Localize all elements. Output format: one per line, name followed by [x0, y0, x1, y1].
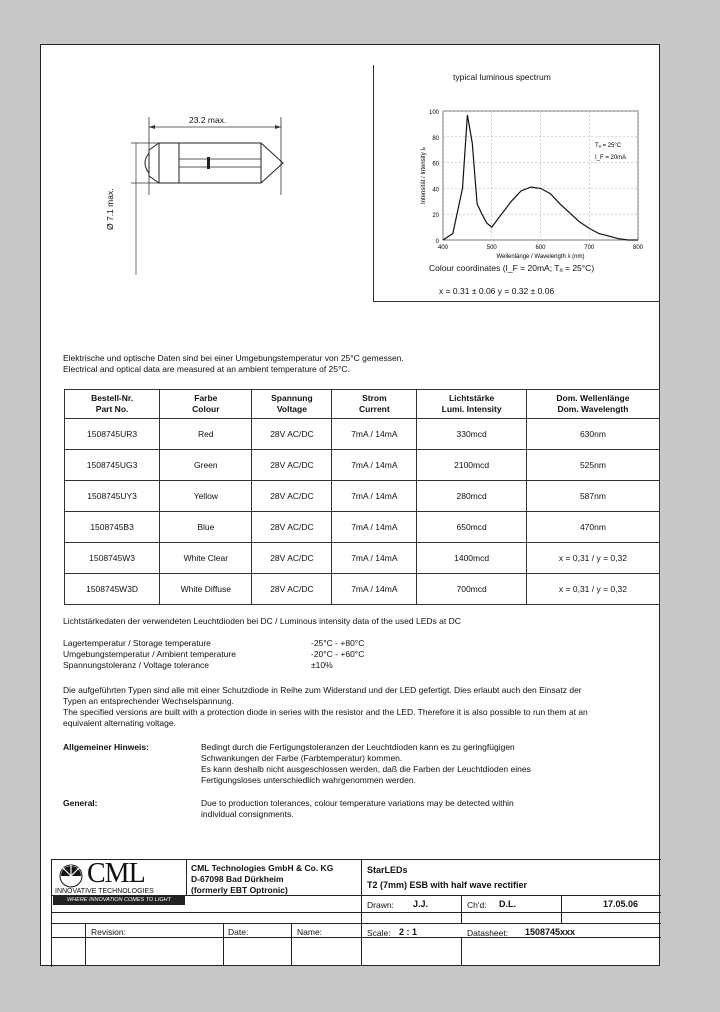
sunburst-logo-icon: [55, 862, 87, 890]
colour-coord-values: x = 0.31 ± 0.06 y = 0.32 ± 0.06: [439, 286, 555, 296]
column-header-line: Bestell-Nr.: [91, 393, 134, 403]
table-cell: 28V AC/DC: [252, 512, 332, 543]
date-label: Date:: [228, 927, 249, 937]
hinweis-line: Schwankungen der Farbe (Farbtemperatur) kommen.: [201, 753, 403, 763]
table-row: [65, 574, 660, 605]
conditions-de: Elektrische und optische Daten sind bei einer Umgebungstemperatur von 25°C gemessen.: [63, 353, 404, 363]
company-name: CML Technologies GmbH & Co. KG: [191, 863, 334, 873]
lamp-drawing: [101, 105, 301, 275]
column-header-line: Strom: [362, 393, 387, 403]
hinweis-text: [201, 742, 531, 786]
table-cell: 587nm: [526, 481, 659, 512]
rating-value: ±10%: [311, 660, 333, 670]
column-header-line: Lichtstärke: [448, 393, 495, 403]
company-address: D-67098 Bad Dürkheim: [191, 874, 284, 884]
table-cell: 7mA / 14mA: [332, 574, 417, 605]
logo-sub: INNOVATIVE TECHNOLOGIES: [55, 888, 154, 895]
spectrum-line: [443, 115, 638, 240]
table-row: [65, 419, 660, 450]
x-tick-label: 600: [535, 245, 546, 251]
y-axis-label: Intensität / Intensity Iᵥ: [421, 147, 427, 204]
legend-if: I_F = 20mA: [595, 155, 627, 161]
table-cell: Green: [160, 450, 252, 481]
note-line: Die aufgeführten Typen sind alle mit einer Schutzdiode in Reihe zum Widerstand und der LED gefertigt. Dies erlaubt auch den Einsatz der: [63, 685, 582, 695]
column-header-line: Lumi. Intensity: [441, 404, 502, 414]
table-cell: White Diffuse: [160, 574, 252, 605]
table-cell: 1508745B3: [65, 512, 160, 543]
table-cell: 1508745UR3: [65, 419, 160, 450]
table-cell: 7mA / 14mA: [332, 419, 417, 450]
datasheet-value: 1508745xxx: [525, 927, 576, 937]
name-label: Name:: [297, 927, 323, 937]
x-tick-label: 400: [437, 245, 449, 251]
diameter-dimension: Ø 7.1 max.: [105, 188, 115, 230]
table-cell: 280mcd: [417, 481, 527, 512]
column-header-line: Farbe: [194, 393, 218, 403]
note-line: The specified versions are built with a protection diode in series with the resistor and the LED. Therefore it is also possible to run them at an: [63, 707, 588, 717]
table-cell: 28V AC/DC: [252, 481, 332, 512]
product-title: T2 (7mm) ESB with half wave rectifier: [367, 880, 528, 890]
length-dimension: 23.2 max.: [189, 115, 227, 125]
table-cell: 1508745W3D: [65, 574, 160, 605]
table-cell: 650mcd: [417, 512, 527, 543]
x-axis-label: Wellenlänge / Wavelength λ (nm): [496, 254, 585, 260]
column-header: [252, 390, 332, 419]
note-line: equivalent alternating voltage.: [63, 718, 176, 728]
column-header-line: Colour: [192, 404, 220, 414]
datasheet-label: Datasheet:: [467, 928, 509, 938]
column-header: [160, 390, 252, 419]
rating-row: [63, 660, 443, 671]
revision-label: Revision:: [91, 927, 126, 937]
date-value: 17.05.06: [603, 899, 639, 909]
x-tick-label: 800: [632, 245, 644, 251]
y-tick-label: 100: [428, 110, 439, 116]
column-header-line: Voltage: [276, 404, 307, 414]
table-cell: x = 0,31 / y = 0,32: [526, 574, 659, 605]
product-block: [367, 863, 527, 893]
table-cell: White Clear: [160, 543, 252, 574]
column-header-line: Part No.: [95, 404, 129, 414]
colour-coord-label: Colour coordinates (I_F = 20mA; Tₐ = 25°C): [429, 263, 595, 273]
table-cell: 1508745UG3: [65, 450, 160, 481]
general-text: [201, 798, 514, 820]
table-cell: 28V AC/DC: [252, 543, 332, 574]
rating-row: [63, 638, 443, 649]
table-cell: 7mA / 14mA: [332, 450, 417, 481]
scale-value: 2 : 1: [399, 927, 418, 937]
table-cell: Blue: [160, 512, 252, 543]
y-tick-label: 20: [432, 213, 439, 220]
checked-value: D.L.: [499, 899, 516, 909]
table-cell: Yellow: [160, 481, 252, 512]
table-cell: 330mcd: [417, 419, 527, 450]
note-line: Typen an entsprechender Wechselspannung.: [63, 696, 234, 706]
protection-note: [63, 685, 659, 729]
hinweis-line: Bedingt durch die Fertigungstoleranzen der Leuchtdioden kann es zu geringfügigen: [201, 742, 515, 752]
hinweis-label: Allgemeiner Hinweis:: [63, 742, 149, 752]
table-cell: 630nm: [526, 419, 659, 450]
table-cell: 525nm: [526, 450, 659, 481]
table-cell: Red: [160, 419, 252, 450]
column-header: [65, 390, 160, 419]
drawn-value: J.J.: [413, 899, 429, 909]
hinweis-line: Fertigungsloses unterschiedlich wahrgenommen werden.: [201, 775, 416, 785]
column-header-line: Spannung: [271, 393, 313, 403]
rating-label: Lagertemperatur / Storage temperature: [63, 638, 211, 648]
column-header-line: Dom. Wellenlänge: [556, 393, 630, 403]
checked-label: Ch'd:: [467, 900, 487, 910]
spectrum-title: typical luminous spectrum: [453, 72, 551, 82]
y-tick-label: 40: [432, 187, 439, 194]
table-cell: 28V AC/DC: [252, 450, 332, 481]
intensity-note: Lichtstärkedaten der verwendeten Leuchtdioden bei DC / Luminous intensity data of the used LEDs at DC: [63, 616, 461, 626]
conditions-en: Electrical and optical data are measured at an ambient temperature of 25°C.: [63, 364, 350, 374]
table-cell: 7mA / 14mA: [332, 543, 417, 574]
column-header-line: Dom. Wavelength: [557, 404, 629, 414]
rating-label: Umgebungstemperatur / Ambient temperature: [63, 649, 236, 659]
y-tick-label: 80: [432, 135, 439, 142]
scale-label: Scale:: [367, 928, 391, 938]
table-row: [65, 543, 660, 574]
table-row: [65, 481, 660, 512]
product-family: StarLEDs: [367, 865, 408, 875]
table-cell: x = 0,31 / y = 0,32: [526, 543, 659, 574]
drawn-label: Drawn:: [367, 900, 394, 910]
y-tick-label: 60: [432, 161, 439, 168]
rating-value: -20°C - +60°C: [311, 649, 365, 659]
table-cell: 470nm: [526, 512, 659, 543]
table-row: [65, 450, 660, 481]
table-cell: 1508745UY3: [65, 481, 160, 512]
x-tick-label: 700: [584, 245, 595, 251]
table-cell: 7mA / 14mA: [332, 512, 417, 543]
hinweis-line: Es kann deshalb nicht ausgeschlossen werden, daß die Farben der Leuchtdioden eines: [201, 764, 531, 774]
y-tick-label: 0: [435, 239, 439, 245]
ratings-list: [63, 638, 443, 671]
table-cell: 700mcd: [417, 574, 527, 605]
general-line: Due to production tolerances, colour temperature variations may be detected within: [201, 798, 514, 808]
table-cell: 28V AC/DC: [252, 419, 332, 450]
spec-table: [64, 389, 660, 605]
table-cell: 28V AC/DC: [252, 574, 332, 605]
column-header: [332, 390, 417, 419]
column-header-line: Current: [359, 404, 390, 414]
logo-text: CML: [87, 858, 145, 889]
table-cell: 1508745W3: [65, 543, 160, 574]
spectrum-chart: [373, 85, 659, 275]
company-former: (formerly EBT Optronic): [191, 885, 288, 895]
column-header: [526, 390, 659, 419]
table-cell: 7mA / 14mA: [332, 481, 417, 512]
x-tick-label: 500: [486, 245, 497, 251]
table-row: [65, 512, 660, 543]
rating-label: Spannungstoleranz / Voltage tolerance: [63, 660, 210, 670]
rating-row: [63, 649, 443, 660]
rating-value: -25°C - +80°C: [311, 638, 365, 648]
logo-tagline: WHERE INNOVATION COMES TO LIGHT: [53, 896, 185, 905]
legend-ta: Tₐ = 25°C: [595, 143, 622, 149]
general-line: individual consignments.: [201, 809, 294, 819]
company-block: [191, 863, 333, 896]
column-header: [417, 390, 527, 419]
table-header-row: [65, 390, 660, 419]
table-cell: 2100mcd: [417, 450, 527, 481]
table-cell: 1400mcd: [417, 543, 527, 574]
general-label: General:: [63, 798, 98, 808]
datasheet-page: [40, 44, 660, 966]
